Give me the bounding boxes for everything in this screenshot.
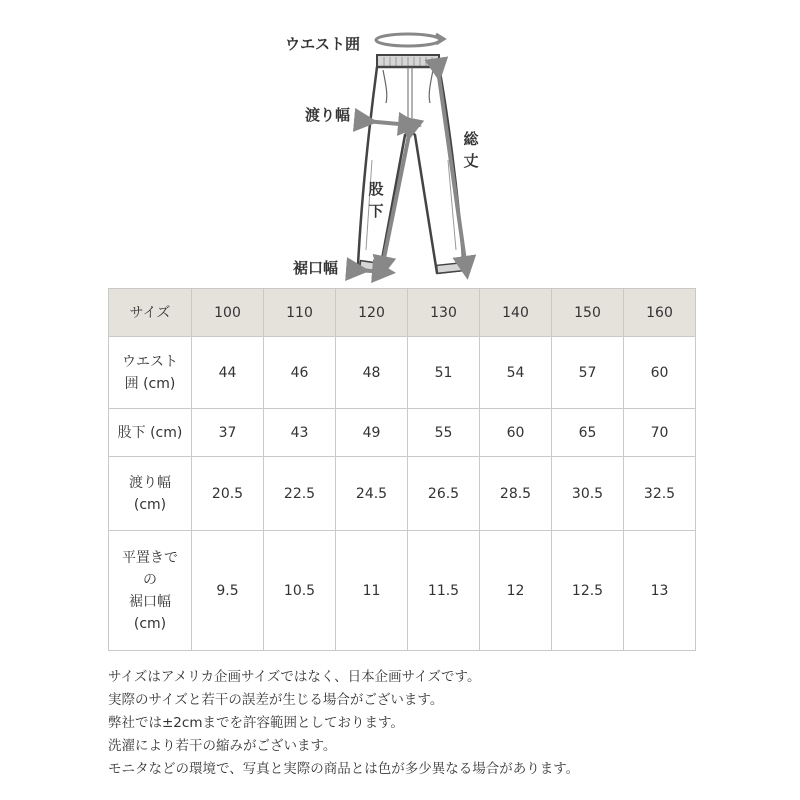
table-cell: 13 xyxy=(624,531,696,651)
table-cell: 55 xyxy=(408,409,480,457)
table-cell: 70 xyxy=(624,409,696,457)
row-label: 渡り幅 (cm) xyxy=(109,457,192,531)
row-label: 平置きで の 裾口幅 (cm) xyxy=(109,531,192,651)
table-cell: 11.5 xyxy=(408,531,480,651)
thigh-label: 渡り幅 xyxy=(305,106,351,124)
table-cell: 12.5 xyxy=(552,531,624,651)
row-label: ウエスト 囲 (cm) xyxy=(109,337,192,409)
table-cell: 46 xyxy=(264,337,336,409)
size-column-header: 120 xyxy=(336,289,408,337)
size-column-header: 150 xyxy=(552,289,624,337)
table-cell: 44 xyxy=(192,337,264,409)
table-row-inseam xyxy=(109,409,696,457)
size-column-header: 100 xyxy=(192,289,264,337)
table-cell: 60 xyxy=(480,409,552,457)
table-cell: 37 xyxy=(192,409,264,457)
note-line: モニタなどの環境で、写真と実際の商品とは色が多少異なる場合があります。 xyxy=(108,761,580,777)
table-cell: 22.5 xyxy=(264,457,336,531)
note-line: 弊社では±2cmまでを許容範囲としております。 xyxy=(108,715,404,731)
size-column-header: 160 xyxy=(624,289,696,337)
waist-arrow xyxy=(376,34,440,46)
table-cell: 10.5 xyxy=(264,531,336,651)
table-cell: 24.5 xyxy=(336,457,408,531)
table-row-waist xyxy=(109,337,696,409)
table-cell: 48 xyxy=(336,337,408,409)
table-cell: 32.5 xyxy=(624,457,696,531)
size-notes xyxy=(108,666,798,781)
table-header-row xyxy=(109,289,696,337)
note-line: サイズはアメリカ企画サイズではなく、日本企画サイズです。 xyxy=(108,669,481,685)
size-column-header: 140 xyxy=(480,289,552,337)
hem-arrow xyxy=(358,270,384,272)
table-cell: 65 xyxy=(552,409,624,457)
row-label: 股下 (cm) xyxy=(109,409,192,457)
pants-outline xyxy=(358,67,464,273)
table-cell: 26.5 xyxy=(408,457,480,531)
total-length-label: 総丈 xyxy=(463,130,479,170)
note-line: 洗濯により若干の縮みがございます。 xyxy=(108,738,337,754)
table-cell: 54 xyxy=(480,337,552,409)
table-cell: 51 xyxy=(408,337,480,409)
inseam-label: 股下 xyxy=(368,180,384,220)
table-cell: 9.5 xyxy=(192,531,264,651)
table-cell: 43 xyxy=(264,409,336,457)
waist-label: ウエスト囲 xyxy=(285,35,361,53)
table-cell: 28.5 xyxy=(480,457,552,531)
table-cell: 12 xyxy=(480,531,552,651)
table-row-hem xyxy=(109,531,696,651)
size-header-cell: サイズ xyxy=(109,289,192,337)
table-row-thigh xyxy=(109,457,696,531)
table-cell: 30.5 xyxy=(552,457,624,531)
pants-illustration xyxy=(0,0,800,290)
table-cell: 11 xyxy=(336,531,408,651)
table-cell: 49 xyxy=(336,409,408,457)
size-column-header: 130 xyxy=(408,289,480,337)
size-table xyxy=(108,288,696,651)
pants-measurement-diagram xyxy=(0,0,800,290)
size-column-header: 110 xyxy=(264,289,336,337)
table-cell: 57 xyxy=(552,337,624,409)
hem-label: 裾口幅 xyxy=(293,259,339,277)
table-cell: 20.5 xyxy=(192,457,264,531)
note-line: 実際のサイズと若干の誤差が生じる場合がございます。 xyxy=(108,692,444,708)
table-cell: 60 xyxy=(624,337,696,409)
